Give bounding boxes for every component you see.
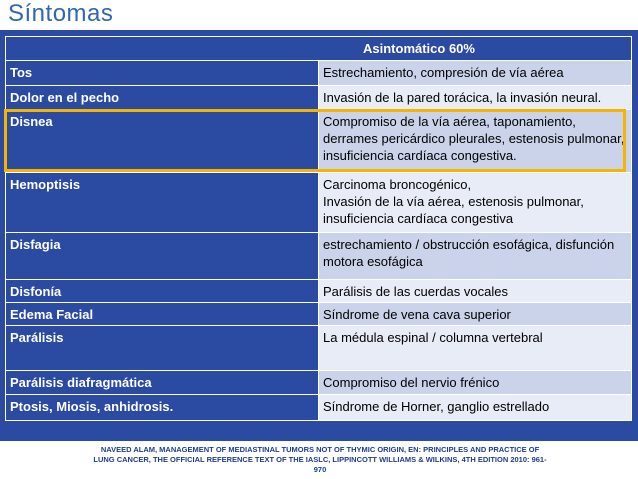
table-row [6, 61, 632, 86]
row-value: Síndrome de Horner, ganglio estrellado [319, 395, 632, 421]
slide-title: Síntomas [8, 0, 114, 27]
row-value: Compromiso de la vía aérea, taponamiento, derrames pericárdico pleurales, estenosis pulmonar, insuficiencia cardíaca congestiva. [319, 110, 632, 173]
row-value: Invasión de la pared torácica, la invasión neural. [319, 86, 632, 110]
row-value: Síndrome de vena cava superior [319, 303, 632, 326]
row-label: Disfagia [6, 233, 319, 280]
row-label: Dolor en el pecho [6, 86, 319, 110]
row-value: estrechamiento / obstrucción esofágica, disfunción motora esofágica [319, 233, 632, 280]
table-header-row [6, 37, 632, 61]
row-value: La médula espinal / columna vertebral [319, 326, 632, 371]
table-row [6, 173, 632, 233]
highlight-box [4, 109, 626, 172]
reference-citation: NAVEED ALAM, MANAGEMENT OF MEDIASTINAL TUMORS NOT OF THYMIC ORIGIN, EN: PRINCIPLES AND PRACTICE OF LUNG CANCER, THE OFFICIAL REFERENCE TEXT OF THE IASLC, LIPPINCOTT WILLIAMS & WILKINS, 4TH EDITION 2010: 961-970 [93, 445, 547, 474]
row-label: Disfonía [6, 280, 319, 303]
table-row [6, 233, 632, 280]
table-row [6, 371, 632, 395]
row-value-line: insuficiencia cardíaca congestiva [323, 211, 514, 226]
symptoms-table [5, 36, 632, 421]
row-label: Parálisis [6, 326, 319, 371]
table-row [6, 395, 632, 421]
row-label: Disnea [6, 110, 319, 173]
table-row [6, 86, 632, 110]
table-row [6, 280, 632, 303]
row-value-line: Carcinoma broncogénico, [323, 177, 472, 192]
row-value: Compromiso del nervio frénico [319, 371, 632, 395]
table-header: Asintomático 60% [6, 37, 632, 61]
row-label: Hemoptisis [6, 173, 319, 233]
table-row [6, 303, 632, 326]
table-row [6, 326, 632, 371]
row-value [319, 173, 632, 233]
row-value: Estrechamiento, compresión de vía aérea [319, 61, 632, 86]
row-label: Tos [6, 61, 319, 86]
row-value-line: Invasión de la vía aérea, estenosis pulmonar, [323, 194, 584, 209]
row-label: Parálisis diafragmática [6, 371, 319, 395]
row-label: Edema Facial [6, 303, 319, 326]
row-label: Ptosis, Miosis, anhidrosis. [6, 395, 319, 421]
row-value: Parálisis de las cuerdas vocales [319, 280, 632, 303]
